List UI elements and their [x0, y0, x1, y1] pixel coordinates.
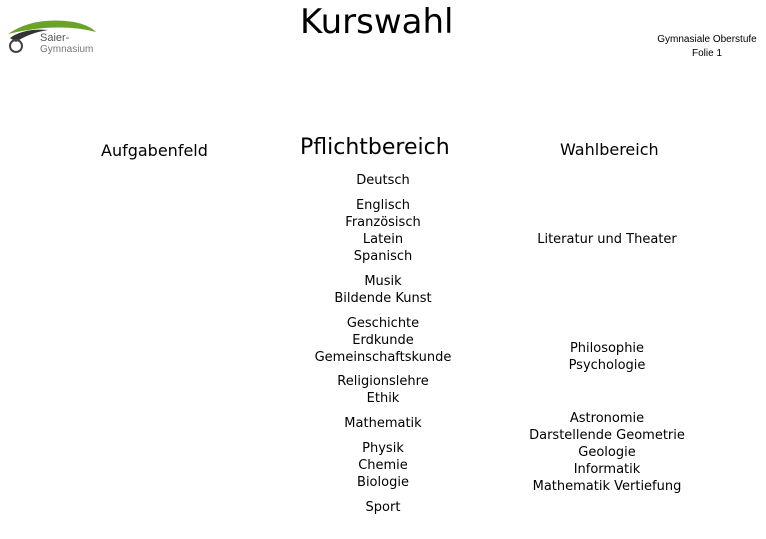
subject: Erdkunde	[352, 333, 414, 348]
subject: Sport	[365, 500, 401, 515]
subject: Musik	[364, 274, 402, 289]
subject: Bildende Kunst	[334, 291, 432, 306]
subject: Psychologie	[568, 358, 646, 373]
subject: Spanisch	[353, 249, 413, 264]
pflicht-sprachen	[293, 197, 473, 265]
pflicht-gesellschaft	[293, 315, 473, 366]
subject: Geschichte	[346, 316, 420, 331]
subject: Informatik	[573, 462, 641, 477]
subject: Physik	[362, 441, 404, 456]
slide-meta	[650, 33, 764, 61]
page-title: Kurswahl	[300, 2, 454, 42]
subject: Religionslehre	[337, 374, 429, 389]
school-logo	[4, 14, 104, 58]
pflicht-deutsch	[293, 172, 473, 189]
subject: Darstellende Geometrie	[529, 428, 685, 443]
subject: Literatur und Theater	[537, 232, 677, 247]
wahl-gesellschaft	[517, 340, 697, 374]
pflicht-sport	[293, 499, 473, 516]
subject: Ethik	[366, 391, 400, 406]
pflicht-natur	[293, 440, 473, 491]
wahl-sprachlich	[517, 231, 697, 248]
pflicht-kunst	[293, 273, 473, 307]
header-aufgabenfeld: Aufgabenfeld	[101, 141, 208, 160]
subject: Mathematik	[344, 416, 422, 431]
subject: Philosophie	[569, 341, 645, 356]
header-wahlbereich: Wahlbereich	[560, 140, 659, 159]
subject: Geologie	[578, 445, 636, 460]
meta-line-2: Folie 1	[691, 48, 722, 59]
subject: Latein	[362, 232, 404, 247]
subject: Deutsch	[356, 173, 410, 188]
meta-line-1: Gymnasiale Oberstufe	[657, 34, 757, 45]
subject: Astronomie	[569, 411, 645, 426]
pflicht-mathe	[293, 415, 473, 432]
logo-text-line2: Gymnasium	[40, 44, 94, 55]
pflicht-religion	[293, 373, 473, 407]
header-pflichtbereich: Pflichtbereich	[300, 135, 450, 160]
logo-text-line1: Saier-	[40, 32, 70, 44]
subject: Chemie	[358, 458, 408, 473]
subject: Biologie	[357, 475, 409, 490]
subject: Mathematik Vertiefung	[532, 479, 682, 494]
wahl-mint	[507, 410, 707, 495]
subject: Gemeinschaftskunde	[314, 350, 452, 365]
subject: Französisch	[345, 215, 421, 230]
subject: Englisch	[355, 198, 411, 213]
